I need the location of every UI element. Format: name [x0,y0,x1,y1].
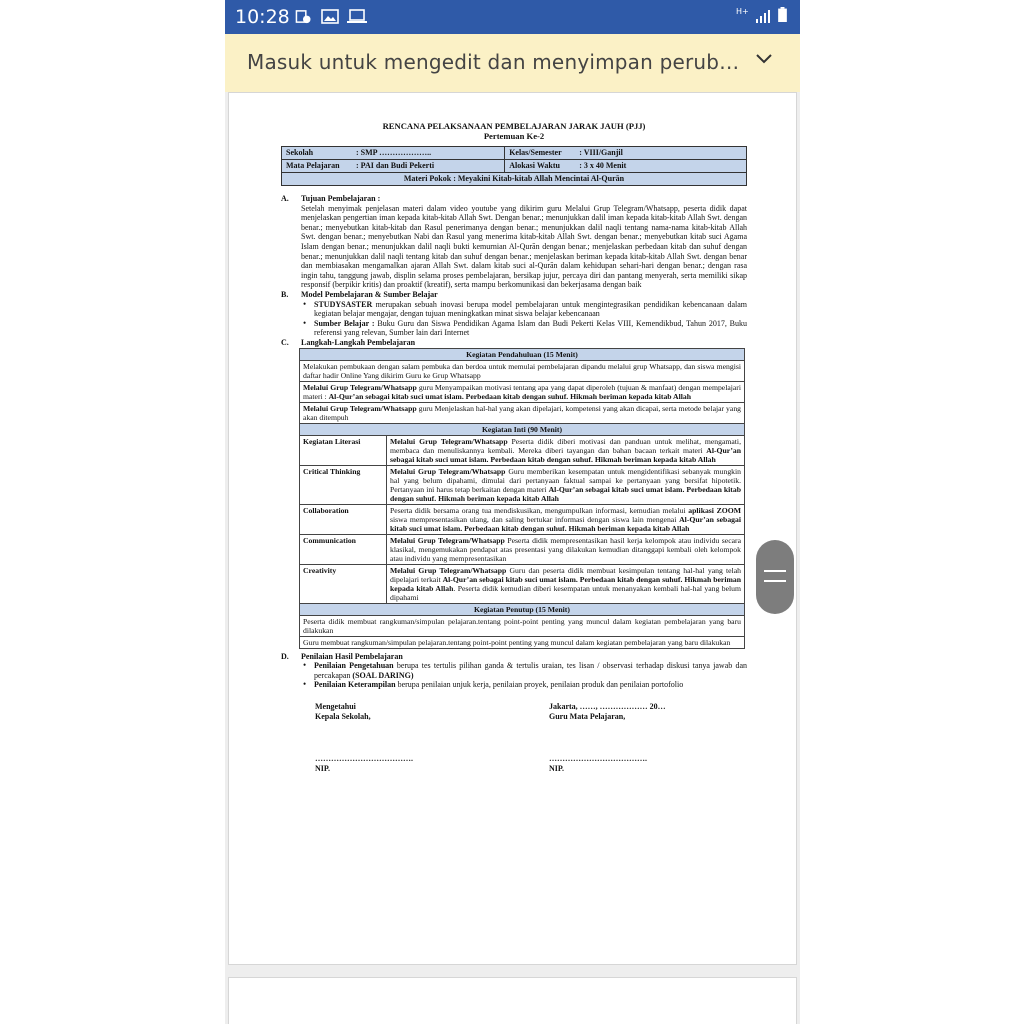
alokasi-value: : 3 x 40 Menit [579,161,627,170]
laptop-notification-icon [347,9,367,24]
section-a-letter: A. [281,194,289,203]
creativity-label: Creativity [300,564,387,603]
section-b-letter: B. [281,289,289,299]
bullet-penilaian-pengetahuan [301,661,747,680]
literasi-label: Kegiatan Literasi [300,435,387,465]
kelas-value: : VIII/Ganjil [579,148,623,157]
penutup-header: Kegiatan Penutup (15 Menit) [300,603,745,615]
penutup-row-2: Guru membuat rangkuman/simpulan pelajaran.tentang point-point penting yang muncul dalam kegiatan pembelajaran yang baru dilakukan [300,636,745,648]
studysaster-label: STUDYSASTER [314,299,373,309]
section-b [281,290,747,338]
signal-icon [755,9,771,24]
battery-icon [777,7,788,22]
critical-materi: Al-Qur’an sebagai kitab suci umat islam. Perbedaan kitab dengan suhuf. Hikmah beriman kepada kitab Allah [390,484,741,503]
p2-text: guru Menyampaikan motivasi tentang apa yang dapat diperoleh (tujuan & manfaat) dengan mempelajari materi : [303,382,741,401]
collab-zoom: aplikasi ZOOM [688,505,741,515]
literasi-materi: Al-Qur’an sebagai kitab suci umat islam. Perbedaan kitab dengan suhuf. Hikmah beriman kepada kitab Allah [390,445,741,464]
sign-right-nip: NIP. [549,763,565,773]
document-title: RENCANA PELAKSANAAN PEMBELAJARAN JARAK JAUH (PJJ) [382,121,646,131]
section-b-title: Model Pembelajaran & Sumber Belajar [301,289,438,299]
sync-notification-icon [295,9,311,24]
critical-text [387,465,745,504]
activities-table [299,348,745,649]
section-c-letter: C. [281,337,289,347]
sign-right-dots: ………………………………. [549,753,647,763]
literasi-bold: Melalui Grup Telegram/Whatsapp [390,436,508,446]
image-notification-icon [321,9,339,24]
critical-label: Critical Thinking [300,465,387,504]
document-subtitle: Pertemuan Ke-2 [483,131,545,141]
communication-label: Communication [300,534,387,564]
studysaster-text: merupakan sebuah inovasi berupa model pembelajaran untuk mengintegrasikan pendidikan kebencanaan dalam kegiatan belajar mengajar, dengan tujuan meningkatkan minat siswa belajar kebencanaan [314,299,747,319]
penutup-row-1: Peserta didik membuat rangkuman/simpulan pelajaran.tentang point-point penting yang muncul dalam kegiatan pembelajaran yang baru dilakukan [300,615,745,636]
phone-screen [225,0,800,1024]
creat-body-1: Guru dan peserta didik membuat kesimpulan tentang hal-hal yang telah dipelajari terkait [390,565,741,584]
section-a-body: Setelah menyimak penjelasan materi dalam video youtube yang dikirim guru Melalui Grup Telegram/Whatsapp, peserta didik dapat menjelaskan pengertian iman kepada kitab-kitab Allah Swt. Dengan benar.; menunjukkan dalil iman kepada kitab-kitab Allah Swt. dengan benar.; menyebutkan kitab-kitab dan Rasul penerimanya dengan benar.; menunjukkan dalil naqli tentang nama-nama kitab-kitab Allah Swt. dengan benar.; menyebutkan Nabi dan Rasul yang menerima kitab-kitab Allah Swt. dengan benar.; menyebutkan kitab suci Agama Islam dengan benar.; menunjukkan dalil naqli bukti kemurnian Al-Qurān dengan benar.; menjelaskan perbedaan kitab dan suhuf dengan benar.; menunjukkan dalil naqli tentang kitab dan suhuf dengan benar.; menjelaskan beriman kepada kitab-kitab Allah Swt. dengan benar dan membiasakan mengamalkan ajaran Allah Swt. dalam kitab suci al-Qurān dalam kehidupan sehari-hari dengan benar.; dengan rasa ingin tahu, tanggung jawab, displin selama proses pembelajaran, bersikap jujur, percaya diri dan pantang menyerah, serta memiliki sikap responsif (berpikir kritis) dan proaktif (kreatif), serta mampu berkomunikasi dan bekerjasama dengan baik [301,203,747,290]
section-d [281,652,747,690]
signin-banner[interactable] [225,34,800,92]
soal-daring: (SOAL DARING) [352,670,414,680]
sekolah-value: : SMP ……………….. [356,148,432,157]
network-type-label: H+ [736,7,749,16]
literasi-body: Peserta didik diberi motivasi dan panduan untuk melihat, mengamati, membaca dan menuliskannya kembali. Mereka diberi tayangan dan bahan bacaan terkait materi [390,436,741,455]
sumber-belajar-label: Sumber Belajar : [314,318,375,328]
fast-scroll-handle[interactable] [756,540,794,614]
status-time: 10:28 [235,6,290,28]
sekolah-label: Sekolah [286,148,314,157]
next-document-page[interactable] [228,977,797,1024]
collaboration-label: Collaboration [300,504,387,534]
alokasi-label: Alokasi Waktu [509,161,560,170]
keterampilan-text: berupa penilaian unjuk kerja, penilaian proyek, penilaian produk dan penilaian portofolio [395,680,684,690]
section-c-title: Langkah-Langkah Pembelajaran [301,337,416,347]
sumber-belajar-text: Buku Guru dan Siswa Pendidikan Agama Islam dan Budi Pekerti Kelas VIII, Kemendikbud, Tahun 2017, Buku referensi yang relevan, Sumber lain dari Internet [314,318,748,338]
document-content [281,121,748,773]
section-a-title: Tujuan Pembelajaran : [301,194,381,203]
p3-bold: Melalui Grup Telegram/Whatsapp [303,403,417,413]
critical-bold: Melalui Grup Telegram/Whatsapp [390,466,506,476]
sign-left-dots: ………………………………. [315,753,413,763]
sign-left-nip: NIP. [315,763,331,773]
collaboration-text [387,504,745,534]
pendahuluan-header: Kegiatan Pendahuluan (15 Menit) [300,348,745,360]
bullet-studysaster [301,300,747,319]
signature-block [281,698,747,773]
communication-text [387,534,745,564]
pendahuluan-row-2 [300,381,745,402]
collab-body-1: Peserta didik bersama orang tua mendiskusikan, mengumpulkan informasi, kemudian melalui [390,505,689,515]
sign-left-line1: Mengetahui [315,701,356,711]
scroll-handle-line-1 [764,570,786,572]
section-d-letter: D. [281,651,289,661]
mapel-value: : PAI dan Budi Pekerti [356,161,435,170]
pendahuluan-row-3 [300,402,745,423]
p3-text: guru Menjelaskan hal-hal yang akan dipelajari, kompetensi yang akan dicapai, serta metode belajar yang akan ditempuh [303,403,742,422]
collab-body-2: siswa mempresentasikan ulang, dan saling bertukar informasi dengan siswa lain mengenai [390,514,680,524]
creat-materi: Al-Qur’an sebagai kitab suci umat islam. Perbedaan kitab dengan suhuf. Hikmah beriman kepada kitab Allah [390,574,741,593]
chevron-down-icon[interactable] [756,54,772,64]
bullet-sumber-belajar [301,319,747,338]
comm-bold: Melalui Grup Telegram/Whatsapp [390,535,505,545]
identity-table [281,146,747,186]
creativity-text [387,564,745,603]
banner-text: Masuk untuk mengedit dan menyimpan perub… [247,50,740,74]
kelas-label: Kelas/Semester [509,148,562,157]
pendahuluan-row-1: Melakukan pembukaan dengan salam pembuka dan berdoa untuk memulai pembelajaran dipandu melalui grup Whatsapp, dan siswa mengisi daftar hadir Online Yang dikirim Guru ke Grup Whatsapp [300,360,745,381]
creat-body-2: . Peserta didik kemudian diberi kesempatan untuk menanyakan kembali hal-hal yang belum dipahami [390,583,741,602]
collab-materi: Al-Qur’an sebagai kitab suci umat islam. Perbedaan kitab dengan suhuf. Hikmah beriman kepada kitab Allah [390,514,741,533]
mapel-label: Mata Pelajaran [286,161,340,170]
section-d-title: Penilaian Hasil Pembelajaran [301,651,403,661]
p2-bold-materi: Al-Qur’an sebagai kitab suci umat islam. Perbedaan kitab dengan suhuf. Hikmah beriman kepada kitab Allah [328,391,691,401]
critical-body: Guru memberikan kesempatan untuk mengidentifikasi sebanyak mungkin hal yang belum dipahami, dimulai dari pertanyaan faktual sampai ke pertanyaan yang bersifat hipotetik. Pertanyaan ini harus tetap berkaitan dengan materi [390,466,741,494]
scroll-handle-line-2 [764,580,786,582]
document-page[interactable] [228,92,797,965]
inti-header: Kegiatan Inti (90 Menit) [300,423,745,435]
section-a [281,194,747,290]
sign-left-line2: Kepala Sekolah, [315,711,371,721]
p2-bold: Melalui Grup Telegram/Whatsapp [303,382,417,392]
section-c [281,338,747,348]
sign-right-line2: Guru Mata Pelajaran, [549,711,626,721]
sign-right-line1: Jakarta, ……, ……………… 20… [549,701,666,711]
creat-bold: Melalui Grup Telegram/Whatsapp [390,565,507,575]
bullet-penilaian-keterampilan [301,680,747,690]
status-bar [225,0,800,34]
comm-body: Peserta didik mempresentasikan hasil kerja kelompok atau individu secara klasikal, mengemukakan pendapat atas presentasi yang dilakukan kemudian ditanggapi kembali oleh kelompok atau individu yang mempresentasikan [390,535,741,563]
pengetahuan-text: berupa tes tertulis pilihan ganda & tertulis uraian, tes lisan / observasi terhadap diskusi tanya jawab dan percakapan [314,661,747,680]
pengetahuan-label: Penilaian Pengetahuan [314,661,394,671]
literasi-text [387,435,745,465]
materi-pokok: Materi Pokok : Meyakini Kitab-kitab Allah Mencintai Al-Qurān [282,173,747,186]
keterampilan-label: Penilaian Keterampilan [314,680,396,690]
